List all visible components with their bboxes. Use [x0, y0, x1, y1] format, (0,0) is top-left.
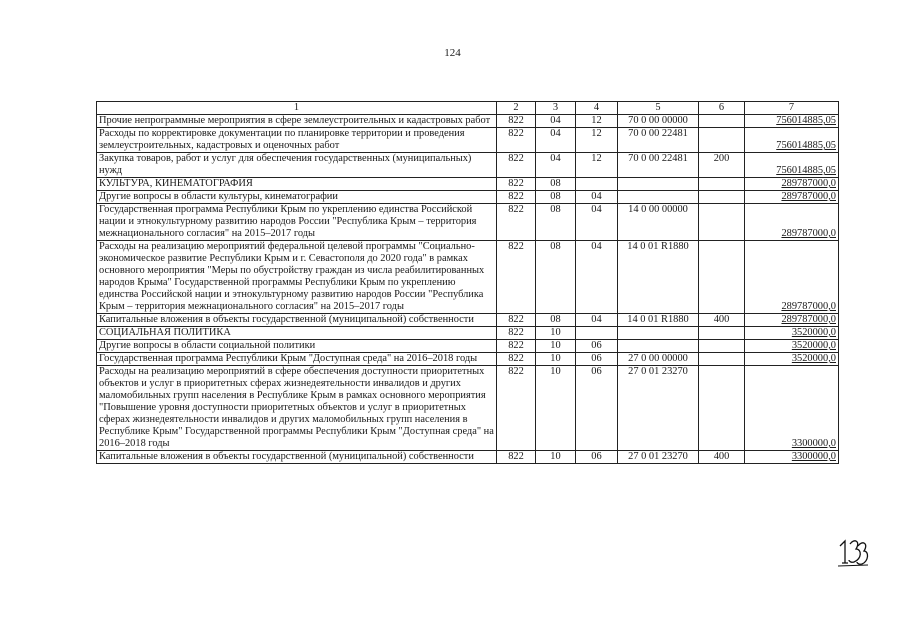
row-amount — [745, 451, 839, 464]
row-amount — [745, 327, 839, 340]
row-gr-code: 822 — [497, 353, 536, 366]
row-gr-code: 822 — [497, 327, 536, 340]
row-vr-code — [699, 115, 745, 128]
table-row — [97, 178, 839, 191]
row-rz-code: 10 — [536, 340, 576, 353]
row-gr-code: 822 — [497, 115, 536, 128]
row-gr-code: 822 — [497, 241, 536, 314]
page-number: 124 — [444, 47, 461, 59]
table-row — [97, 241, 839, 314]
row-rz-code: 10 — [536, 451, 576, 464]
handwritten-page-number — [836, 536, 870, 568]
column-header: 6 — [699, 102, 745, 115]
row-name: Расходы на реализацию мероприятий в сфере обеспечения доступности приоритетных объектов и услуг в приоритетных сферах жизнедеятельности инвалидов и других маломобильных групп населения в Республике Крым в рамках основного мероприятия "Повышение уровня доступности приоритетных объектов и услуг в приоритетных сферах жизнедеятельности инвалидов и других маломобильных групп населения в Республике Крым" Государственной программы Республики Крым "Доступная среда" на 2016–2018 годы — [97, 366, 497, 451]
table-row — [97, 128, 839, 153]
table-row — [97, 314, 839, 327]
row-vr-code — [699, 178, 745, 191]
column-header: 5 — [618, 102, 699, 115]
amount-value: 756014885,05 — [776, 165, 836, 176]
row-pr-code: 06 — [576, 366, 618, 451]
row-csr-code — [618, 340, 699, 353]
row-vr-code — [699, 204, 745, 241]
row-vr-code — [699, 366, 745, 451]
row-gr-code: 822 — [497, 451, 536, 464]
row-gr-code: 822 — [497, 191, 536, 204]
row-csr-code: 27 0 01 23270 — [618, 451, 699, 464]
row-rz-code: 04 — [536, 128, 576, 153]
row-pr-code: 12 — [576, 128, 618, 153]
row-vr-code: 400 — [699, 451, 745, 464]
amount-value: 3520000,0 — [791, 340, 836, 351]
row-pr-code: 04 — [576, 241, 618, 314]
row-csr-code: 70 0 00 22481 — [618, 153, 699, 178]
table-row — [97, 366, 839, 451]
row-name: Капитальные вложения в объекты государственной (муниципальной) собственности — [97, 451, 497, 464]
row-amount — [745, 178, 839, 191]
row-csr-code: 14 0 01 R1880 — [618, 241, 699, 314]
row-amount — [745, 153, 839, 178]
row-name: Капитальные вложения в объекты государственной (муниципальной) собственности — [97, 314, 497, 327]
row-amount — [745, 340, 839, 353]
row-name: Закупка товаров, работ и услуг для обеспечения государственных (муниципальных) нужд — [97, 153, 497, 178]
row-gr-code: 822 — [497, 153, 536, 178]
row-csr-code: 27 0 01 23270 — [618, 366, 699, 451]
row-gr-code: 822 — [497, 340, 536, 353]
table-row — [97, 353, 839, 366]
amount-value: 3520000,0 — [791, 327, 836, 338]
column-header: 1 — [97, 102, 497, 115]
row-rz-code: 10 — [536, 353, 576, 366]
row-rz-code: 08 — [536, 204, 576, 241]
row-name: КУЛЬТУРА, КИНЕМАТОГРАФИЯ — [97, 178, 497, 191]
row-pr-code: 12 — [576, 153, 618, 178]
row-pr-code: 04 — [576, 314, 618, 327]
row-rz-code: 08 — [536, 191, 576, 204]
table-row — [97, 327, 839, 340]
table-row — [97, 451, 839, 464]
amount-value: 756014885,05 — [776, 140, 836, 151]
table-row — [97, 115, 839, 128]
row-vr-code — [699, 241, 745, 314]
row-amount — [745, 241, 839, 314]
row-vr-code — [699, 327, 745, 340]
row-csr-code: 14 0 00 00000 — [618, 204, 699, 241]
row-vr-code — [699, 340, 745, 353]
row-vr-code — [699, 191, 745, 204]
column-header: 3 — [536, 102, 576, 115]
amount-value: 289787000,0 — [781, 191, 836, 202]
table-header-row — [97, 102, 839, 115]
row-amount — [745, 204, 839, 241]
table-row — [97, 204, 839, 241]
row-pr-code: 12 — [576, 115, 618, 128]
row-name: Расходы на реализацию мероприятий федеральной целевой программы "Социально-экономическое развитие Республики Крым и г. Севастополя до 2020 года" в рамках основного мероприятия "Меры по обустройству граждан из числа реабилитированных народов Крыма" Государственной программы Республики Крым по укреплению единства Российской нации и этнокультурному развитию народов России "Республика Крым – территория межнационального согласия" на 2015–2017 годы — [97, 241, 497, 314]
row-amount — [745, 128, 839, 153]
column-header: 2 — [497, 102, 536, 115]
row-vr-code — [699, 128, 745, 153]
row-vr-code: 400 — [699, 314, 745, 327]
row-rz-code: 04 — [536, 153, 576, 178]
row-pr-code — [576, 327, 618, 340]
row-name: Государственная программа Республики Крым по укреплению единства Российской нации и этнокультурному развитию народов России "Республика Крым – территория межнационального согласия" на 2015–2017 годы — [97, 204, 497, 241]
row-gr-code: 822 — [497, 204, 536, 241]
row-vr-code: 200 — [699, 153, 745, 178]
row-amount — [745, 353, 839, 366]
amount-value: 289787000,0 — [781, 314, 836, 325]
row-pr-code: 04 — [576, 191, 618, 204]
amount-value: 289787000,0 — [781, 228, 836, 239]
row-rz-code: 08 — [536, 314, 576, 327]
row-pr-code: 04 — [576, 204, 618, 241]
amount-value: 289787000,0 — [781, 301, 836, 312]
row-pr-code — [576, 178, 618, 191]
table-row — [97, 340, 839, 353]
row-amount — [745, 191, 839, 204]
row-name: Прочие непрограммные мероприятия в сфере землеустроительных и кадастровых работ — [97, 115, 497, 128]
row-csr-code: 27 0 00 00000 — [618, 353, 699, 366]
row-amount — [745, 314, 839, 327]
row-csr-code: 14 0 01 R1880 — [618, 314, 699, 327]
row-name: СОЦИАЛЬНАЯ ПОЛИТИКА — [97, 327, 497, 340]
amount-value: 756014885,05 — [776, 115, 836, 126]
row-gr-code: 822 — [497, 366, 536, 451]
row-csr-code: 70 0 00 00000 — [618, 115, 699, 128]
row-amount — [745, 115, 839, 128]
table-row — [97, 191, 839, 204]
row-gr-code: 822 — [497, 128, 536, 153]
row-gr-code: 822 — [497, 314, 536, 327]
row-name: Расходы по корректировке документации по планировке территории и проведения землеустроительных, кадастровых и оценочных работ — [97, 128, 497, 153]
amount-value: 3520000,0 — [791, 353, 836, 364]
row-csr-code — [618, 191, 699, 204]
row-rz-code: 08 — [536, 178, 576, 191]
row-name: Другие вопросы в области культуры, кинематографии — [97, 191, 497, 204]
column-header: 4 — [576, 102, 618, 115]
row-pr-code: 06 — [576, 340, 618, 353]
row-rz-code: 08 — [536, 241, 576, 314]
row-pr-code: 06 — [576, 451, 618, 464]
row-vr-code — [699, 353, 745, 366]
column-header: 7 — [745, 102, 839, 115]
amount-value: 3300000,0 — [791, 451, 836, 462]
row-rz-code: 10 — [536, 327, 576, 340]
row-amount — [745, 366, 839, 451]
row-gr-code: 822 — [497, 178, 536, 191]
table-row — [97, 153, 839, 178]
row-csr-code — [618, 178, 699, 191]
row-csr-code — [618, 327, 699, 340]
row-csr-code: 70 0 00 22481 — [618, 128, 699, 153]
row-name: Другие вопросы в области социальной политики — [97, 340, 497, 353]
row-pr-code: 06 — [576, 353, 618, 366]
amount-value: 3300000,0 — [791, 438, 836, 449]
amount-value: 289787000,0 — [781, 178, 836, 189]
row-rz-code: 04 — [536, 115, 576, 128]
row-name: Государственная программа Республики Крым "Доступная среда" на 2016–2018 годы — [97, 353, 497, 366]
budget-table — [96, 101, 839, 464]
row-rz-code: 10 — [536, 366, 576, 451]
